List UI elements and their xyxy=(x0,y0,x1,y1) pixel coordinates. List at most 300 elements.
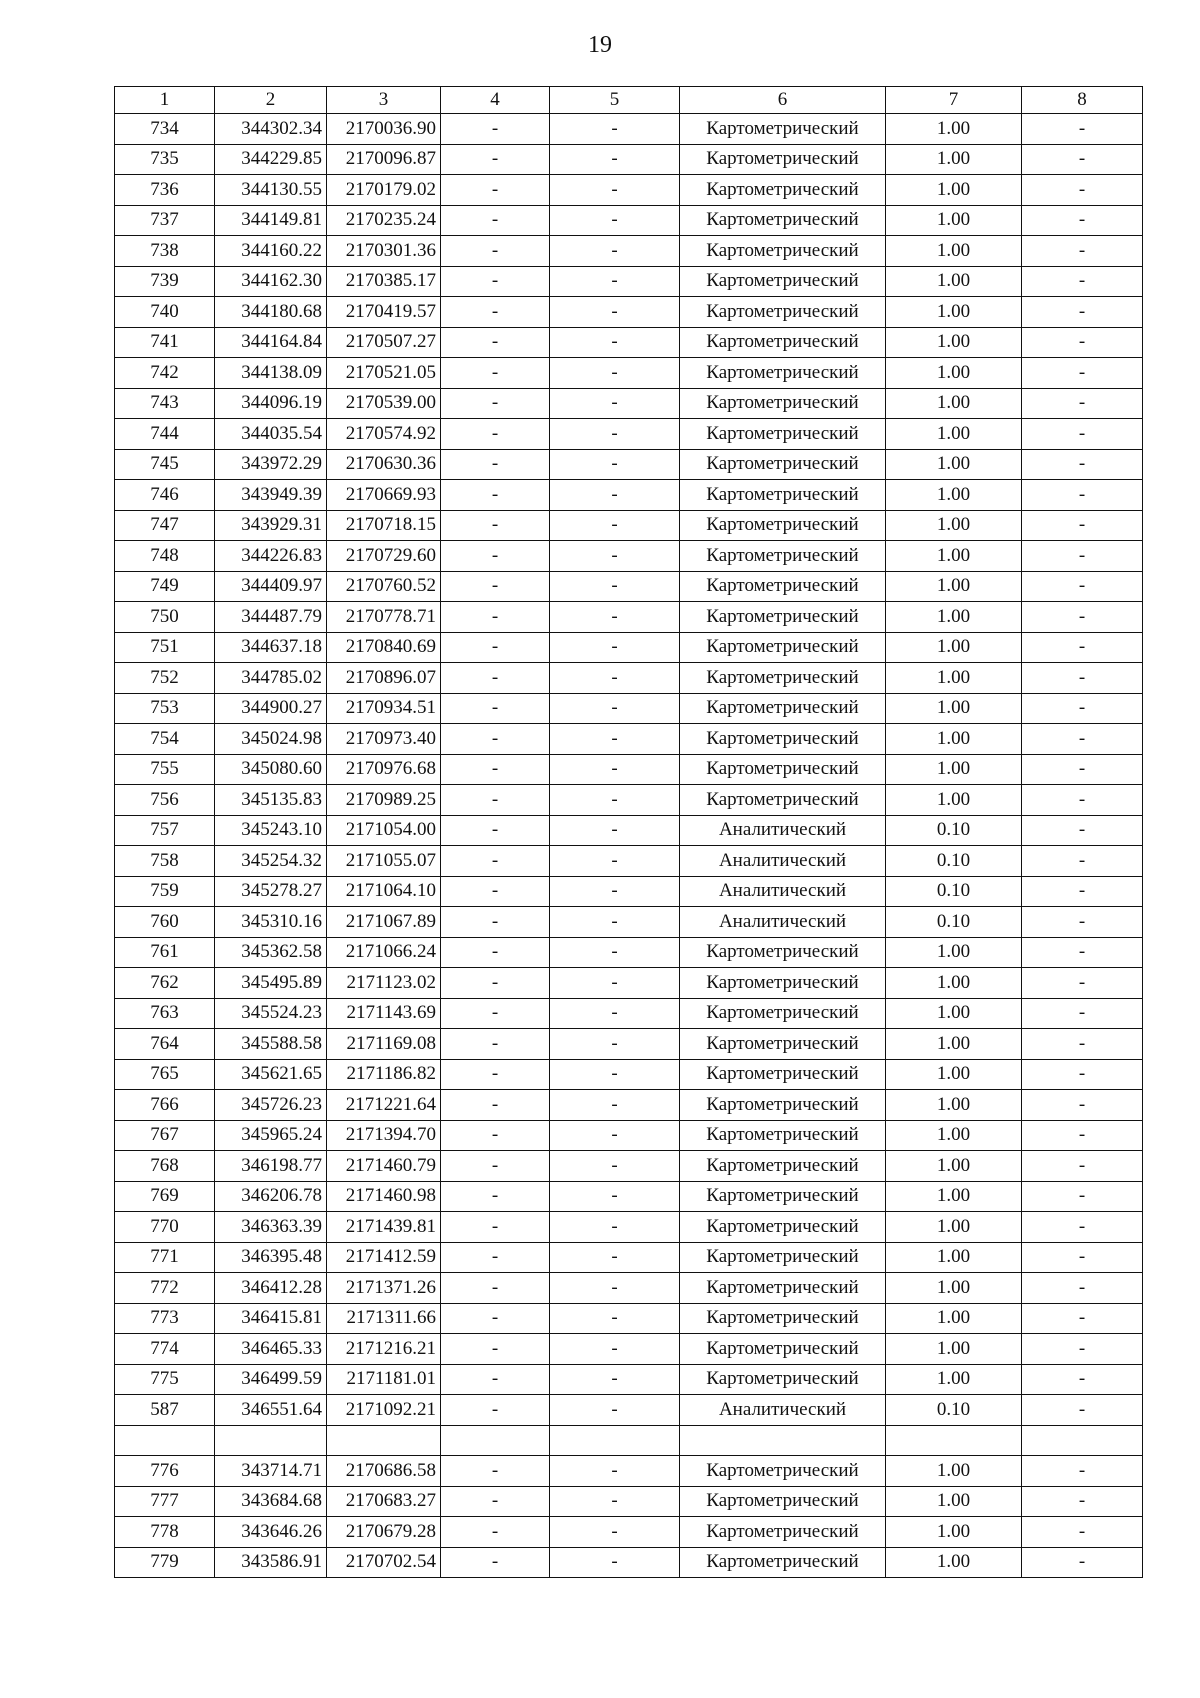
col-4-cell: - xyxy=(441,297,550,328)
x-coordinate-cell: 344229.85 xyxy=(215,144,327,175)
col-8-cell: - xyxy=(1022,876,1143,907)
point-number-cell: 761 xyxy=(115,937,215,968)
col-5-cell: - xyxy=(550,968,680,999)
accuracy-cell: 1.00 xyxy=(886,571,1022,602)
y-coordinate-cell: 2170760.52 xyxy=(327,571,441,602)
method-cell: Картометрический xyxy=(680,1364,886,1395)
table-row xyxy=(115,815,1143,846)
accuracy-cell: 1.00 xyxy=(886,1334,1022,1365)
x-coordinate-cell: 345588.58 xyxy=(215,1029,327,1060)
accuracy-cell: 1.00 xyxy=(886,1120,1022,1151)
x-coordinate-cell: 344149.81 xyxy=(215,205,327,236)
x-coordinate-cell: 345621.65 xyxy=(215,1059,327,1090)
method-cell: Картометрический xyxy=(680,1547,886,1578)
x-coordinate-cell: 343714.71 xyxy=(215,1456,327,1487)
accuracy-cell: 1.00 xyxy=(886,632,1022,663)
table-row xyxy=(115,785,1143,816)
x-coordinate-cell: 343949.39 xyxy=(215,480,327,511)
col-4-cell: - xyxy=(441,480,550,511)
method-cell: Картометрический xyxy=(680,419,886,450)
table-row xyxy=(115,1303,1143,1334)
method-cell: Картометрический xyxy=(680,510,886,541)
y-coordinate-cell: 2171439.81 xyxy=(327,1212,441,1243)
point-number-cell: 587 xyxy=(115,1395,215,1426)
method-cell: Картометрический xyxy=(680,1334,886,1365)
col-5-cell: - xyxy=(550,1364,680,1395)
table-header-row xyxy=(115,87,1143,114)
col-4-cell: - xyxy=(441,327,550,358)
table-body xyxy=(115,87,1143,1578)
method-cell: Картометрический xyxy=(680,388,886,419)
point-number-cell: 739 xyxy=(115,266,215,297)
col-8-cell: - xyxy=(1022,571,1143,602)
col-5-cell: - xyxy=(550,1090,680,1121)
col-4-cell: - xyxy=(441,541,550,572)
y-coordinate-cell: 2171311.66 xyxy=(327,1303,441,1334)
col-5-cell: - xyxy=(550,1181,680,1212)
point-number-cell: 749 xyxy=(115,571,215,602)
table-row xyxy=(115,419,1143,450)
col-8-cell: - xyxy=(1022,937,1143,968)
col-8-cell: - xyxy=(1022,1486,1143,1517)
method-cell: Аналитический xyxy=(680,815,886,846)
col-4-cell: - xyxy=(441,846,550,877)
col-4-cell: - xyxy=(441,1090,550,1121)
x-coordinate-cell: 344785.02 xyxy=(215,663,327,694)
y-coordinate-cell: 2170989.25 xyxy=(327,785,441,816)
method-cell: Картометрический xyxy=(680,1486,886,1517)
col-4-cell: - xyxy=(441,754,550,785)
y-coordinate-cell: 2171064.10 xyxy=(327,876,441,907)
col-8-cell: - xyxy=(1022,754,1143,785)
y-coordinate-cell: 2171067.89 xyxy=(327,907,441,938)
y-coordinate-cell: 2171412.59 xyxy=(327,1242,441,1273)
col-8-cell: - xyxy=(1022,1090,1143,1121)
point-number-cell: 745 xyxy=(115,449,215,480)
y-coordinate-cell: 2171181.01 xyxy=(327,1364,441,1395)
point-number-cell: 735 xyxy=(115,144,215,175)
table-row xyxy=(115,1364,1143,1395)
method-cell: Картометрический xyxy=(680,1242,886,1273)
table-row xyxy=(115,480,1143,511)
col-4-cell: - xyxy=(441,1181,550,1212)
accuracy-cell: 1.00 xyxy=(886,1303,1022,1334)
point-number-cell: 752 xyxy=(115,663,215,694)
table-row xyxy=(115,144,1143,175)
accuracy-cell: 1.00 xyxy=(886,205,1022,236)
table-row xyxy=(115,1547,1143,1578)
table-row xyxy=(115,1059,1143,1090)
method-cell: Картометрический xyxy=(680,1273,886,1304)
method-cell: Картометрический xyxy=(680,1181,886,1212)
table-row xyxy=(115,388,1143,419)
table-row xyxy=(115,1090,1143,1121)
method-cell: Картометрический xyxy=(680,449,886,480)
point-number-cell: 738 xyxy=(115,236,215,267)
col-4-cell: - xyxy=(441,815,550,846)
y-coordinate-cell: 2171054.00 xyxy=(327,815,441,846)
table-row xyxy=(115,907,1143,938)
x-coordinate-cell: 345965.24 xyxy=(215,1120,327,1151)
col-5-cell: - xyxy=(550,1395,680,1426)
method-cell xyxy=(680,1425,886,1456)
x-coordinate-cell: 345278.27 xyxy=(215,876,327,907)
x-coordinate-cell: 345524.23 xyxy=(215,998,327,1029)
accuracy-cell: 1.00 xyxy=(886,998,1022,1029)
col-8-cell xyxy=(1022,1425,1143,1456)
col-5-cell: - xyxy=(550,876,680,907)
x-coordinate-cell: 346499.59 xyxy=(215,1364,327,1395)
col-8-cell: - xyxy=(1022,632,1143,663)
y-coordinate-cell: 2170179.02 xyxy=(327,175,441,206)
col-8-cell: - xyxy=(1022,1517,1143,1548)
y-coordinate-cell: 2171460.79 xyxy=(327,1151,441,1182)
table-row xyxy=(115,175,1143,206)
x-coordinate-cell: 344302.34 xyxy=(215,114,327,145)
col-5-cell: - xyxy=(550,1547,680,1578)
col-5-cell: - xyxy=(550,907,680,938)
accuracy-cell: 1.00 xyxy=(886,480,1022,511)
y-coordinate-cell: 2171066.24 xyxy=(327,937,441,968)
x-coordinate-cell: 345726.23 xyxy=(215,1090,327,1121)
point-number-cell: 746 xyxy=(115,480,215,511)
point-number-cell: 768 xyxy=(115,1151,215,1182)
col-8-cell: - xyxy=(1022,327,1143,358)
col-4-cell: - xyxy=(441,1364,550,1395)
col-5-cell: - xyxy=(550,1456,680,1487)
table-row xyxy=(115,998,1143,1029)
point-number-cell: 754 xyxy=(115,724,215,755)
header-cell-8: 8 xyxy=(1022,87,1143,114)
col-4-cell: - xyxy=(441,1029,550,1060)
x-coordinate-cell: 346363.39 xyxy=(215,1212,327,1243)
col-5-cell: - xyxy=(550,1029,680,1060)
y-coordinate-cell: 2171460.98 xyxy=(327,1181,441,1212)
method-cell: Картометрический xyxy=(680,236,886,267)
accuracy-cell: 1.00 xyxy=(886,388,1022,419)
point-number-cell: 747 xyxy=(115,510,215,541)
accuracy-cell: 1.00 xyxy=(886,1547,1022,1578)
col-4-cell: - xyxy=(441,1334,550,1365)
point-number-cell: 762 xyxy=(115,968,215,999)
point-number-cell: 776 xyxy=(115,1456,215,1487)
table-row xyxy=(115,846,1143,877)
point-number-cell: 740 xyxy=(115,297,215,328)
y-coordinate-cell: 2171394.70 xyxy=(327,1120,441,1151)
point-number-cell: 779 xyxy=(115,1547,215,1578)
col-8-cell: - xyxy=(1022,846,1143,877)
accuracy-cell: 1.00 xyxy=(886,724,1022,755)
method-cell: Картометрический xyxy=(680,663,886,694)
x-coordinate-cell: 346395.48 xyxy=(215,1242,327,1273)
method-cell: Картометрический xyxy=(680,358,886,389)
point-number-cell: 778 xyxy=(115,1517,215,1548)
y-coordinate-cell: 2171216.21 xyxy=(327,1334,441,1365)
col-8-cell: - xyxy=(1022,724,1143,755)
point-number-cell xyxy=(115,1425,215,1456)
col-8-cell: - xyxy=(1022,388,1143,419)
col-5-cell: - xyxy=(550,327,680,358)
point-number-cell: 767 xyxy=(115,1120,215,1151)
method-cell: Аналитический xyxy=(680,876,886,907)
x-coordinate-cell: 345080.60 xyxy=(215,754,327,785)
x-coordinate-cell: 344180.68 xyxy=(215,297,327,328)
col-5-cell: - xyxy=(550,175,680,206)
method-cell: Картометрический xyxy=(680,297,886,328)
method-cell: Картометрический xyxy=(680,327,886,358)
point-number-cell: 774 xyxy=(115,1334,215,1365)
col-4-cell: - xyxy=(441,1486,550,1517)
x-coordinate-cell: 346551.64 xyxy=(215,1395,327,1426)
col-5-cell xyxy=(550,1425,680,1456)
y-coordinate-cell: 2171221.64 xyxy=(327,1090,441,1121)
method-cell: Аналитический xyxy=(680,907,886,938)
point-number-cell: 734 xyxy=(115,114,215,145)
col-5-cell: - xyxy=(550,1120,680,1151)
point-number-cell: 770 xyxy=(115,1212,215,1243)
y-coordinate-cell: 2170036.90 xyxy=(327,114,441,145)
col-5-cell: - xyxy=(550,541,680,572)
method-cell: Картометрический xyxy=(680,1303,886,1334)
accuracy-cell: 1.00 xyxy=(886,1273,1022,1304)
col-4-cell: - xyxy=(441,998,550,1029)
table-row xyxy=(115,1120,1143,1151)
col-4-cell: - xyxy=(441,1120,550,1151)
method-cell: Картометрический xyxy=(680,1029,886,1060)
accuracy-cell: 1.00 xyxy=(886,327,1022,358)
col-8-cell: - xyxy=(1022,1456,1143,1487)
col-4-cell: - xyxy=(441,1151,550,1182)
col-4-cell: - xyxy=(441,602,550,633)
table-row xyxy=(115,632,1143,663)
y-coordinate-cell: 2170574.92 xyxy=(327,419,441,450)
method-cell: Аналитический xyxy=(680,1395,886,1426)
col-5-cell: - xyxy=(550,297,680,328)
table-row xyxy=(115,236,1143,267)
y-coordinate-cell: 2170630.36 xyxy=(327,449,441,480)
x-coordinate-cell: 346206.78 xyxy=(215,1181,327,1212)
point-number-cell: 757 xyxy=(115,815,215,846)
col-5-cell: - xyxy=(550,1151,680,1182)
accuracy-cell: 1.00 xyxy=(886,358,1022,389)
table-row xyxy=(115,449,1143,480)
x-coordinate-cell: 346198.77 xyxy=(215,1151,327,1182)
header-cell-6: 6 xyxy=(680,87,886,114)
x-coordinate-cell: 344164.84 xyxy=(215,327,327,358)
x-coordinate-cell: 344226.83 xyxy=(215,541,327,572)
col-5-cell: - xyxy=(550,815,680,846)
col-8-cell: - xyxy=(1022,1151,1143,1182)
col-4-cell: - xyxy=(441,785,550,816)
accuracy-cell: 1.00 xyxy=(886,1456,1022,1487)
method-cell: Картометрический xyxy=(680,602,886,633)
accuracy-cell: 1.00 xyxy=(886,1029,1022,1060)
x-coordinate-cell: 343684.68 xyxy=(215,1486,327,1517)
y-coordinate-cell: 2170976.68 xyxy=(327,754,441,785)
method-cell: Картометрический xyxy=(680,632,886,663)
method-cell: Картометрический xyxy=(680,1517,886,1548)
point-number-cell: 748 xyxy=(115,541,215,572)
col-8-cell: - xyxy=(1022,785,1143,816)
col-4-cell: - xyxy=(441,907,550,938)
point-number-cell: 764 xyxy=(115,1029,215,1060)
col-4-cell: - xyxy=(441,1303,550,1334)
col-4-cell: - xyxy=(441,1242,550,1273)
x-coordinate-cell: 343972.29 xyxy=(215,449,327,480)
table-row xyxy=(115,1151,1143,1182)
col-5-cell: - xyxy=(550,1059,680,1090)
x-coordinate-cell: 344160.22 xyxy=(215,236,327,267)
col-5-cell: - xyxy=(550,1242,680,1273)
table-row xyxy=(115,1273,1143,1304)
method-cell: Картометрический xyxy=(680,205,886,236)
col-4-cell: - xyxy=(441,693,550,724)
table-row xyxy=(115,663,1143,694)
table-row xyxy=(115,114,1143,145)
x-coordinate-cell: 344035.54 xyxy=(215,419,327,450)
accuracy-cell: 0.10 xyxy=(886,907,1022,938)
x-coordinate-cell: 346415.81 xyxy=(215,1303,327,1334)
col-4-cell: - xyxy=(441,144,550,175)
col-5-cell: - xyxy=(550,510,680,541)
accuracy-cell: 1.00 xyxy=(886,1090,1022,1121)
y-coordinate-cell: 2171186.82 xyxy=(327,1059,441,1090)
col-4-cell: - xyxy=(441,358,550,389)
y-coordinate-cell: 2171169.08 xyxy=(327,1029,441,1060)
col-8-cell: - xyxy=(1022,297,1143,328)
method-cell: Картометрический xyxy=(680,1212,886,1243)
col-8-cell: - xyxy=(1022,114,1143,145)
method-cell: Картометрический xyxy=(680,724,886,755)
method-cell: Картометрический xyxy=(680,480,886,511)
accuracy-cell: 1.00 xyxy=(886,175,1022,206)
y-coordinate-cell: 2170729.60 xyxy=(327,541,441,572)
col-4-cell: - xyxy=(441,175,550,206)
point-number-cell: 742 xyxy=(115,358,215,389)
point-number-cell: 758 xyxy=(115,846,215,877)
accuracy-cell: 0.10 xyxy=(886,876,1022,907)
col-8-cell: - xyxy=(1022,510,1143,541)
point-number-cell: 760 xyxy=(115,907,215,938)
point-number-cell: 765 xyxy=(115,1059,215,1090)
col-4-cell: - xyxy=(441,114,550,145)
method-cell: Картометрический xyxy=(680,266,886,297)
col-5-cell: - xyxy=(550,1273,680,1304)
accuracy-cell: 1.00 xyxy=(886,785,1022,816)
x-coordinate-cell: 343646.26 xyxy=(215,1517,327,1548)
col-8-cell: - xyxy=(1022,998,1143,1029)
point-number-cell: 743 xyxy=(115,388,215,419)
method-cell: Картометрический xyxy=(680,1120,886,1151)
coordinates-table xyxy=(114,86,1143,1578)
col-5-cell: - xyxy=(550,785,680,816)
col-4-cell: - xyxy=(441,1395,550,1426)
point-number-cell: 737 xyxy=(115,205,215,236)
table-row xyxy=(115,1334,1143,1365)
y-coordinate-cell: 2170419.57 xyxy=(327,297,441,328)
x-coordinate-cell: 344900.27 xyxy=(215,693,327,724)
col-8-cell: - xyxy=(1022,449,1143,480)
method-cell: Картометрический xyxy=(680,1059,886,1090)
table-row xyxy=(115,1456,1143,1487)
method-cell: Картометрический xyxy=(680,144,886,175)
x-coordinate-cell: 344637.18 xyxy=(215,632,327,663)
accuracy-cell: 1.00 xyxy=(886,114,1022,145)
col-5-cell: - xyxy=(550,449,680,480)
y-coordinate-cell: 2171055.07 xyxy=(327,846,441,877)
x-coordinate-cell: 346465.33 xyxy=(215,1334,327,1365)
method-cell: Картометрический xyxy=(680,571,886,602)
table-row xyxy=(115,541,1143,572)
col-4-cell: - xyxy=(441,266,550,297)
table-row xyxy=(115,1395,1143,1426)
accuracy-cell: 1.00 xyxy=(886,541,1022,572)
y-coordinate-cell: 2171092.21 xyxy=(327,1395,441,1426)
col-4-cell: - xyxy=(441,236,550,267)
method-cell: Картометрический xyxy=(680,754,886,785)
y-coordinate-cell: 2170973.40 xyxy=(327,724,441,755)
col-5-cell: - xyxy=(550,1334,680,1365)
point-number-cell: 755 xyxy=(115,754,215,785)
table-row xyxy=(115,1486,1143,1517)
col-5-cell: - xyxy=(550,114,680,145)
table-row xyxy=(115,358,1143,389)
accuracy-cell: 1.00 xyxy=(886,510,1022,541)
x-coordinate-cell: 345024.98 xyxy=(215,724,327,755)
col-8-cell: - xyxy=(1022,541,1143,572)
x-coordinate-cell: 344096.19 xyxy=(215,388,327,419)
method-cell: Картометрический xyxy=(680,541,886,572)
col-8-cell: - xyxy=(1022,1059,1143,1090)
col-5-cell: - xyxy=(550,754,680,785)
accuracy-cell: 1.00 xyxy=(886,663,1022,694)
col-5-cell: - xyxy=(550,602,680,633)
header-cell-3: 3 xyxy=(327,87,441,114)
x-coordinate-cell: 345243.10 xyxy=(215,815,327,846)
table-row xyxy=(115,937,1143,968)
col-5-cell: - xyxy=(550,846,680,877)
y-coordinate-cell: 2170301.36 xyxy=(327,236,441,267)
y-coordinate-cell: 2170507.27 xyxy=(327,327,441,358)
point-number-cell: 766 xyxy=(115,1090,215,1121)
y-coordinate-cell: 2170702.54 xyxy=(327,1547,441,1578)
y-coordinate-cell: 2170718.15 xyxy=(327,510,441,541)
table-row xyxy=(115,968,1143,999)
y-coordinate-cell: 2170778.71 xyxy=(327,602,441,633)
point-number-cell: 744 xyxy=(115,419,215,450)
y-coordinate-cell: 2170096.87 xyxy=(327,144,441,175)
method-cell: Картометрический xyxy=(680,175,886,206)
col-8-cell: - xyxy=(1022,1303,1143,1334)
accuracy-cell: 1.00 xyxy=(886,602,1022,633)
table-row xyxy=(115,327,1143,358)
table-row xyxy=(115,571,1143,602)
header-cell-1: 1 xyxy=(115,87,215,114)
table-row xyxy=(115,754,1143,785)
x-coordinate-cell: 345310.16 xyxy=(215,907,327,938)
table-row xyxy=(115,1425,1143,1456)
col-8-cell: - xyxy=(1022,144,1143,175)
point-number-cell: 753 xyxy=(115,693,215,724)
col-5-cell: - xyxy=(550,663,680,694)
table-row xyxy=(115,1242,1143,1273)
y-coordinate-cell: 2171143.69 xyxy=(327,998,441,1029)
col-8-cell: - xyxy=(1022,419,1143,450)
accuracy-cell xyxy=(886,1425,1022,1456)
col-8-cell: - xyxy=(1022,1242,1143,1273)
point-number-cell: 772 xyxy=(115,1273,215,1304)
accuracy-cell: 1.00 xyxy=(886,1181,1022,1212)
